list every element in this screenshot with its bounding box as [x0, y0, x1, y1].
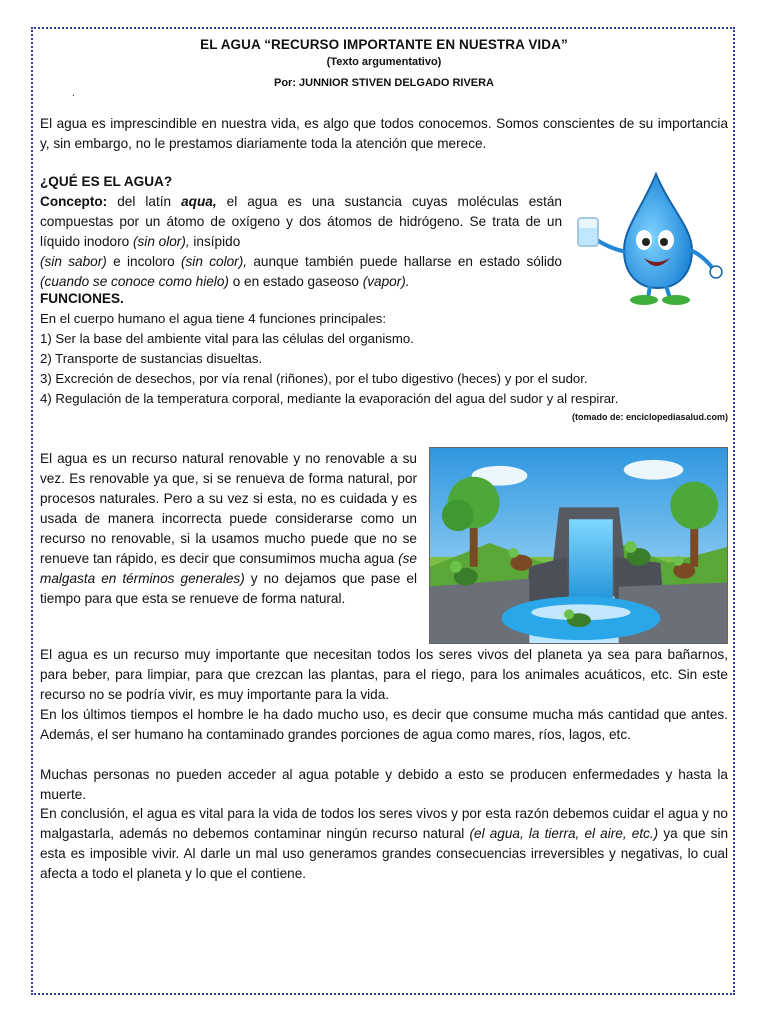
- body-paragraph-1: El agua es un recurso muy importante que necesitan todos los seres vivos del planeta ya sea para bañarnos, para beber, para limpiar, para que crezcan las plantas, para el riego, para los animales acuáticos, etc. Sin este recurso no se podría vivir, es muy importante para la vida.: [40, 647, 728, 702]
- concept-label: Concepto:: [40, 194, 108, 209]
- concept-gaseoso: o en estado gaseoso: [232, 274, 359, 289]
- concept-sin-olor: (sin olor),: [132, 234, 190, 249]
- document-title: EL AGUA “RECURSO IMPORTANTE EN NUESTRA VIDA”: [200, 37, 568, 52]
- document-subtitle: (Texto argumentativo): [326, 56, 442, 68]
- section-heading-what-is-water: ¿QUÉ ES EL AGUA?: [40, 174, 173, 189]
- concept-text-a: del latín: [117, 194, 172, 209]
- functions-intro: En el cuerpo humano el agua tiene 4 funciones principales:: [40, 311, 387, 326]
- function-item-4: 4) Regulación de la temperatura corporal, mediante la evaporación del agua del sudor y al respirar.: [40, 391, 619, 406]
- body-paragraph-2: En los últimos tiempos el hombre le ha dado mucho uso, es decir que consume mucha más cantidad que antes. Además, el ser humano ha contaminado grandes porciones de agua como mares, ríos, lagos, etc.: [40, 707, 728, 742]
- function-item-1: 1) Ser la base del ambiente vital para las células del organismo.: [40, 331, 414, 346]
- conclusion-text-a: En conclusión, el agua es vital para la vida de todos los seres vivos y por esta razón debemos cuidar el agua y no malgastarla, además no debemos contaminar ningún recurso natural: [40, 806, 728, 841]
- body-paragraph-3: Muchas personas no pueden acceder al agua potable y debido a esto se producen enfermedades y hasta la muerte.: [40, 767, 728, 802]
- concept-sin-color: (sin color),: [180, 254, 247, 269]
- concept-sin-sabor: (sin sabor): [40, 254, 107, 269]
- intro-paragraph: El agua es imprescindible en nuestra vida, es algo que todos conocemos. Somos conscientes de su importancia y, sin embargo, no le prestamos diariamente toda la atención que merece.: [40, 116, 728, 151]
- function-item-3: 3) Excreción de desechos, por vía renal (riñones), por el tubo digestivo (heces) y por el sudor.: [40, 371, 588, 386]
- conclusion-italic: (el agua, la tierra, el aire, etc.): [469, 826, 659, 841]
- concept-solido: aunque también puede hallarse en estado sólido: [253, 254, 562, 269]
- concept-insipido: insípido: [193, 234, 241, 249]
- concept-incoloro: e incoloro: [113, 254, 175, 269]
- conclusion-text-b: ya que sin esta es imposible vivir. Al darle un mal uso generamos grandes consecuencias irreversibles y negativas, lo cual afecta a todo el planeta y lo que el contiene.: [40, 826, 729, 881]
- concept-hielo: (cuando se conoce como hielo): [40, 274, 229, 289]
- stray-mark: .: [72, 88, 75, 99]
- water-drop-mascot-illustration: [572, 170, 732, 306]
- body-paragraph-4: [40, 804, 728, 884]
- concept-paragraph: [40, 192, 562, 292]
- renewable-italic: (se malgasta en términos generales): [40, 551, 417, 586]
- concept-text-b: el agua es una sustancia cuyas moléculas están compuestas por un átomo de oxígeno y dos átomos de hidrógeno. Se trata de un líquido inodoro: [40, 194, 562, 249]
- document-author: Por: JUNNIOR STIVEN DELGADO RIVERA: [273, 77, 495, 89]
- section-heading-functions: FUNCIONES.: [40, 291, 124, 306]
- waterfall-turtles-illustration: [429, 447, 728, 644]
- renewable-text-a: El agua es un recurso natural renovable y no renovable a su vez. Es renovable ya que, si se renueva de forma natural, por procesos naturales. Pero a su vez si esta, no es cuidada y es usada de manera incorrecta puede considerarse como un recurso no renovable, si la usamos mucho puede que no se renueve tan rápido, es decir que consumimos mucha agua: [40, 451, 417, 566]
- renewable-text-b: y no dejamos que pase el tiempo para que esta se renueve de forma natural.: [40, 571, 418, 606]
- concept-vapor: (vapor).: [362, 274, 410, 289]
- function-item-2: 2) Transporte de sustancias disueltas.: [40, 351, 263, 366]
- renewable-paragraph: [40, 449, 417, 609]
- concept-latin-word: aqua,: [181, 194, 217, 209]
- source-citation: (tomado de: enciclopediasalud.com): [571, 412, 728, 422]
